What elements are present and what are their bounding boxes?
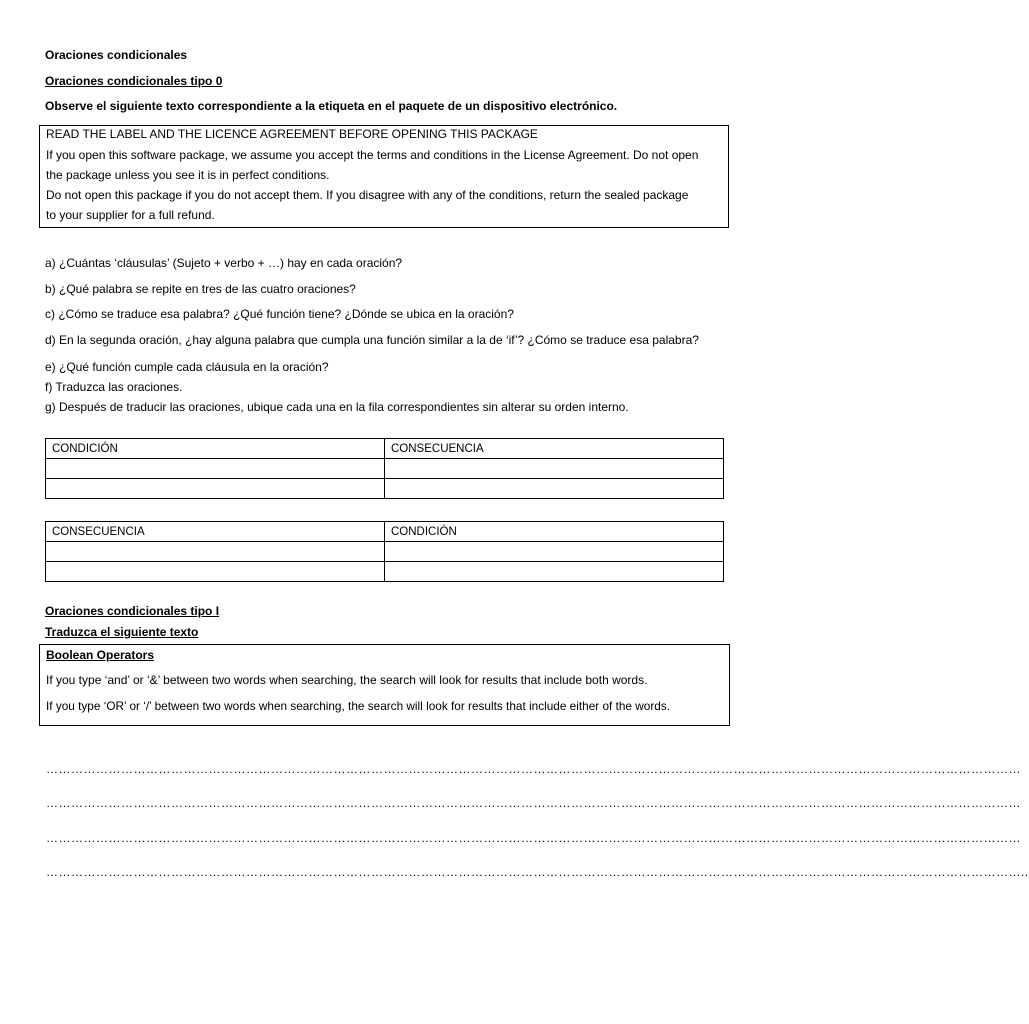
answer-line[interactable]: ………………………………………………………………………………………………………………………………………………………………………………………………………………: [46, 831, 1021, 845]
type0-instruction: Observe el siguiente texto correspondiente a la etiqueta en el paquete de un dispositivo electrónico.: [45, 99, 618, 113]
table-cell[interactable]: [46, 542, 385, 562]
table-cell[interactable]: [385, 459, 724, 479]
consequence-condition-table: [45, 521, 724, 582]
question-b: b) ¿Qué palabra se repite en tres de las cuatro oraciones?: [45, 282, 356, 296]
condition-consequence-table: [45, 438, 724, 499]
label-line: If you open this software package, we assume you accept the terms and conditions in the License Agreement. Do not open: [46, 148, 699, 162]
question-d: d) En la segunda oración, ¿hay alguna palabra que cumpla una función similar a la de ‘if’? ¿Cómo se traduce esa palabra?: [45, 333, 699, 347]
label-line: to your supplier for a full refund.: [46, 208, 215, 222]
label-line: READ THE LABEL AND THE LICENCE AGREEMENT BEFORE OPENING THIS PACKAGE: [46, 127, 538, 141]
label-line: the package unless you see it is in perfect conditions.: [46, 168, 330, 182]
label-text-box: [39, 125, 729, 228]
table-cell[interactable]: [385, 542, 724, 562]
document-title: Oraciones condicionales: [45, 48, 188, 62]
answer-line[interactable]: ………………………………………………………………………………………………………………………………………………………………………………………………………………: [46, 796, 1021, 810]
table-cell[interactable]: [385, 479, 724, 499]
label-line: Do not open this package if you do not accept them. If you disagree with any of the conditions, return the sealed package: [46, 188, 689, 202]
boolean-operators-box: [39, 644, 730, 726]
answer-line[interactable]: ………………………………………………………………………………………………………………………………………………………………………………………………………………..: [46, 865, 1029, 879]
question-e: e) ¿Qué función cumple cada cláusula en la oración?: [45, 360, 329, 374]
type1-instruction: Traduzca el siguiente texto: [45, 625, 199, 639]
type1-heading: Oraciones condicionales tipo I: [45, 604, 220, 618]
box-line: If you type ‘and’ or ‘&’ between two words when searching, the search will look for results that include both words.: [46, 673, 648, 687]
table-cell[interactable]: [46, 459, 385, 479]
question-a: a) ¿Cuántas ‘cláusulas’ (Sujeto + verbo + …) hay en cada oración?: [45, 256, 403, 270]
box-title: Boolean Operators: [46, 648, 155, 662]
table-header-cell: CONDICIÓN: [385, 522, 724, 542]
type0-heading: Oraciones condicionales tipo 0: [45, 74, 223, 88]
table-header-cell: CONSECUENCIA: [385, 439, 724, 459]
table-header-cell: CONDICIÓN: [46, 439, 385, 459]
answer-line[interactable]: ………………………………………………………………………………………………………………………………………………………………………………………………………………: [46, 762, 1021, 776]
table-cell[interactable]: [46, 479, 385, 499]
question-g: g) Después de traducir las oraciones, ubique cada una en la fila correspondientes sin alterar su orden interno.: [45, 400, 629, 414]
question-c: c) ¿Cómo se traduce esa palabra? ¿Qué función tiene? ¿Dónde se ubica en la oración?: [45, 307, 514, 321]
table-header-cell: CONSECUENCIA: [46, 522, 385, 542]
table-cell[interactable]: [385, 562, 724, 582]
table-cell[interactable]: [46, 562, 385, 582]
box-line: If you type ‘OR’ or ‘/’ between two words when searching, the search will look for results that include either of the words.: [46, 699, 671, 713]
question-f: f) Traduzca las oraciones.: [45, 380, 183, 394]
